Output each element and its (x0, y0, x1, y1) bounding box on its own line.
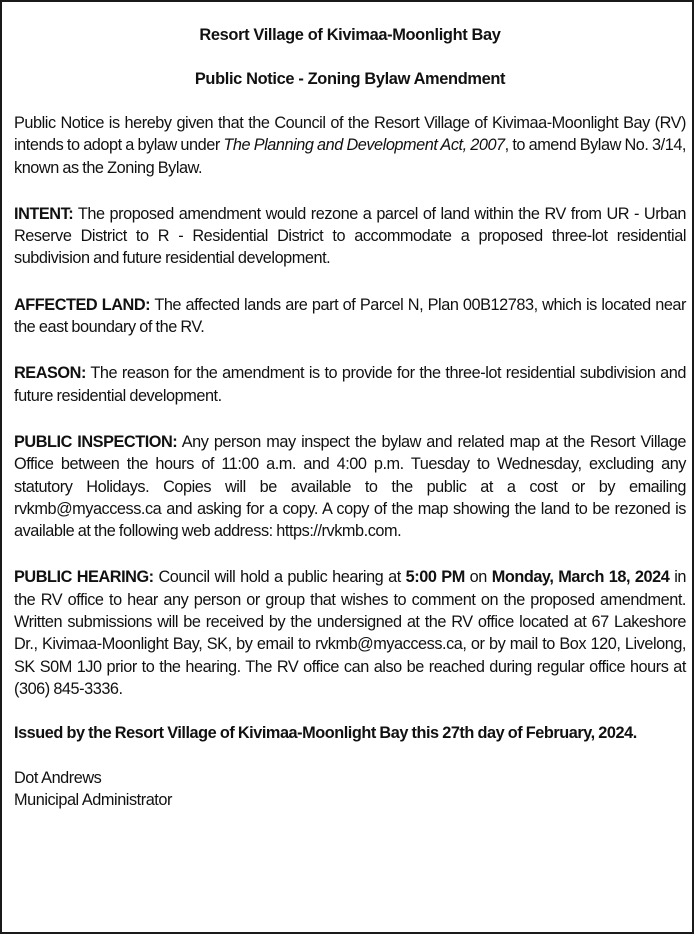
public-hearing-text-rest: in the RV office to hear any person or group that wishes to comment on the proposed amendment. Written submissions will be received by the undersigned at the RV office located at 67 Lakeshore Dr., Kivimaa-Moonlight Bay, SK, by email to rvkmb@myaccess.ca, or by mail to Box 120, Livelong, SK S0M 1J0 prior to the hearing. The RV office can also be reached during regular office hours at (306) 845-3336. (14, 568, 686, 698)
notice-title: Public Notice - Zoning Bylaw Amendment (194, 70, 506, 88)
reason-label: REASON: (14, 364, 86, 383)
organization-title: Resort Village of Kivimaa-Moonlight Bay (199, 26, 501, 44)
signature-block (14, 767, 686, 812)
intro-text-end: , to amend Bylaw No. 3/14, known as the Zoning Bylaw. (14, 136, 687, 177)
hearing-date: Monday, March 18, 2024 (491, 568, 670, 587)
affected-land-paragraph (14, 294, 686, 339)
intent-label: INTENT: (14, 204, 74, 223)
reason-text: The reason for the amendment is to provide for the three-lot residential subdivision and future residential development. (14, 364, 686, 405)
signatory-title: Municipal Administrator (14, 790, 172, 809)
public-inspection-text: Any person may inspect the bylaw and related map at the Resort Village Office between the hours of 11:00 a.m. and 4:00 p.m. Tuesday to Wednesday, excluding any statutory Holidays. Copies will be available to the public at a cost or by emailing rvkmb@myaccess.ca and asking for a copy. A copy of the map showing the land to be rezoned is available at the following web address: https://rvkmb.com. (14, 432, 686, 541)
public-hearing-paragraph (14, 566, 686, 700)
reason-paragraph (14, 362, 686, 407)
public-inspection-label: PUBLIC INSPECTION: (14, 432, 178, 451)
intent-paragraph (14, 203, 686, 270)
notice-body (14, 23, 686, 811)
affected-land-text: The affected lands are part of Parcel N, Plan 00B12783, which is located near the east boundary of the RV. (14, 295, 686, 337)
intent-text: The proposed amendment would rezone a parcel of land within the RV from UR - Urban Reserve District to R - Residential District to accommodate a proposed three-lot residential subdivision and future residential development. (14, 204, 686, 268)
public-inspection-paragraph (14, 431, 686, 542)
public-hearing-text: Council will hold a public hearing at (153, 568, 406, 587)
affected-land-label: AFFECTED LAND: (14, 295, 151, 314)
intro-paragraph (14, 112, 686, 179)
public-hearing-label: PUBLIC HEARING: (14, 568, 154, 587)
hearing-time: 5:00 PM (405, 568, 465, 587)
issued-statement: Issued by the Resort Village of Kivimaa-Moonlight Bay this 27th day of February, 2024. (14, 724, 637, 743)
public-hearing-text-on: on (464, 568, 492, 587)
act-name: The Planning and Development Act, 2007 (223, 136, 505, 155)
intro-text: Public Notice is hereby given that the Council of the Resort Village of Kivimaa-Moonlight Bay (RV) intends to adopt a bylaw under (14, 114, 686, 155)
signatory-name: Dot Andrews (14, 768, 102, 787)
